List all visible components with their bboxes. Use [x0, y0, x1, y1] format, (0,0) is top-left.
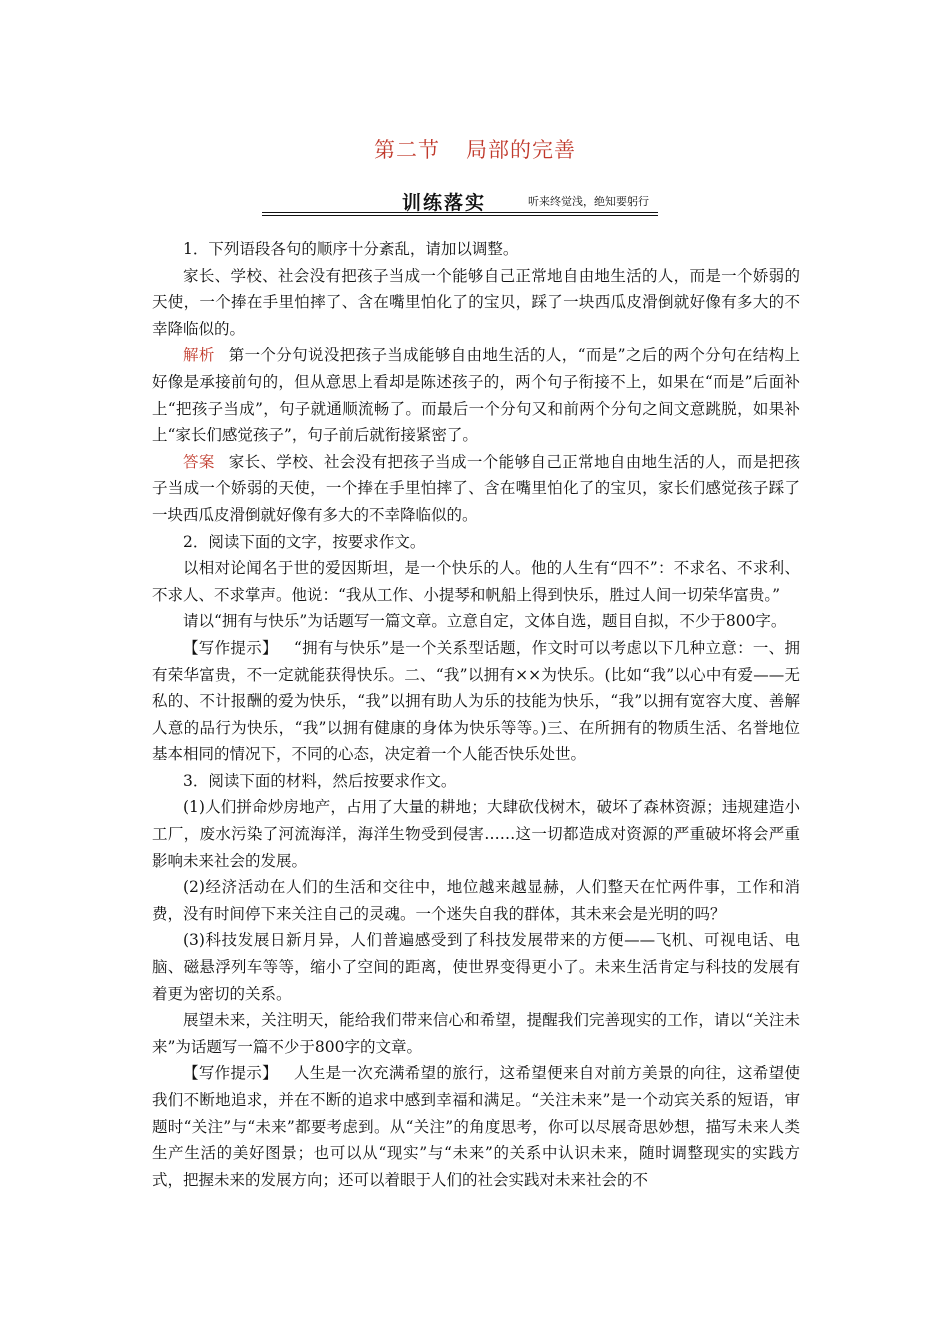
banner-divider: [262, 212, 658, 213]
section-heading: [0, 134, 950, 164]
writing-tip-text: “拥有与快乐”是一个关系型话题，作文时可以考虑以下几种立意：一、拥有荣华富贵，不一定就能获得快乐。二、“我”以拥有××为快乐。(比如“我”以心中有爱——无私的、不计报酬的爱为快乐，“我”以拥有助人为乐的技能为快乐，“我”以拥有宽容大度、善解人意的品行为快乐，“我”以拥有健康的身体为快乐等等。)三、在所拥有的物质生活、名誉地位基本相同的情况下，不同的心态，决定着一个人能否快乐处世。: [152, 638, 800, 764]
exercise-body: [152, 236, 800, 1193]
banner-title: 训练落实: [402, 192, 487, 214]
section-title: 局部的完善: [466, 138, 576, 162]
q3-instruction: 展望未来，关注明天，能给我们带来信心和希望，提醒我们完善现实的工作，请以“关注未来”为话题写一篇不少于800字的文章。: [152, 1011, 800, 1056]
training-banner: [262, 186, 658, 216]
q2-question: 2．阅读下面的文字，按要求作文。: [183, 532, 426, 551]
answer-text: 家长、学校、社会没有把孩子当成一个能够自己正常地自由地生活的人，而是把孩子当成一个娇弱的天使，一个捧在手里怕摔了、含在嘴里怕化了的宝贝，家长们感觉孩子踩了一块西瓜皮滑倒就好像有多大的不幸降临似的。: [152, 452, 800, 524]
q2-writing-tip: [152, 635, 800, 768]
q3-material-2: (2)经济活动在人们的生活和交往中，地位越来越显赫，人们整天在忙两件事，工作和消费，没有时间停下来关注自己的灵魂。一个迷失自我的群体，其未来会是光明的吗？: [152, 878, 800, 923]
section-number: 第二节: [374, 138, 440, 162]
q1-passage: 家长、学校、社会没有把孩子当成一个能够自己正常地自由地生活的人，而是一个娇弱的天使，一个捧在手里怕摔了、含在嘴里怕化了的宝贝，踩了一块西瓜皮滑倒就好像有多大的不幸降临似的。: [152, 266, 800, 338]
q3-writing-tip: [152, 1060, 800, 1193]
q2-passage: 以相对论闻名于世的爱因斯坦，是一个快乐的人。他的人生有“四不”：不求名、不求利、不求人、不求掌声。他说：“我从工作、小提琴和帆船上得到快乐，胜过人间一切荣华富贵。”: [152, 559, 800, 604]
writing-tip-text: 人生是一次充满希望的旅行，这希望便来自对前方美景的向往，这希望使我们不断地追求，并在不断的追求中感到幸福和满足。“关注未来”是一个动宾关系的短语，审题时“关注”与“未来”都要考虑到。从“关注”的角度思考，你可以尽展奇思妙想，描写未来人类生产生活的美好图景；也可以从“现实”与“未来”的关系中认识未来，随时调整现实的实践方式，把握未来的发展方向；还可以着眼于人们的社会实践对未来社会的不: [152, 1064, 800, 1189]
answer-label: 答案: [183, 452, 215, 471]
q3-question: 3．阅读下面的材料，然后按要求作文。: [183, 771, 457, 790]
q1-answer: [152, 449, 800, 529]
q1-question: 1．下列语段各句的顺序十分紊乱，请加以调整。: [183, 240, 519, 258]
analysis-label: 解析: [183, 346, 215, 365]
writing-tip-label: 【写作提示】: [183, 638, 278, 657]
banner-divider-thin: [262, 215, 658, 216]
q2-instruction: 请以“拥有与快乐”为话题写一篇文章。立意自定，文体自选，题目自拟，不少于800字。: [183, 612, 787, 631]
writing-tip-label: 【写作提示】: [183, 1064, 278, 1083]
q1-analysis: [152, 342, 800, 448]
banner-slogan: 听来终觉浅，绝知要躬行: [528, 195, 649, 208]
analysis-text: 第一个分句说没把孩子当成能够自由地生活的人，“而是”之后的两个分句在结构上好像是承接前句的，但从意思上看却是陈述孩子的，两个句子衔接不上，如果在“而是”后面补上“把孩子当成”，句子就通顺流畅了。而最后一个分句又和前两个分句之间文意跳脱，如果补上“家长们感觉孩子”，句子前后就衔接紧密了。: [152, 346, 800, 445]
q3-material-1: (1)人们拼命炒房地产，占用了大量的耕地；大肆砍伐树木，破坏了森林资源；违规建造小工厂，废水污染了河流海洋，海洋生物受到侵害……这一切都造成对资源的严重破坏将会严重影响未来社会的发展。: [152, 798, 800, 870]
q3-material-3: (3)科技发展日新月异，人们普遍感受到了科技发展带来的方便——飞机、可视电话、电脑、磁悬浮列车等等，缩小了空间的距离，使世界变得更小了。未来生活肯定与科技的发展有着更为密切的关系。: [152, 931, 800, 1003]
